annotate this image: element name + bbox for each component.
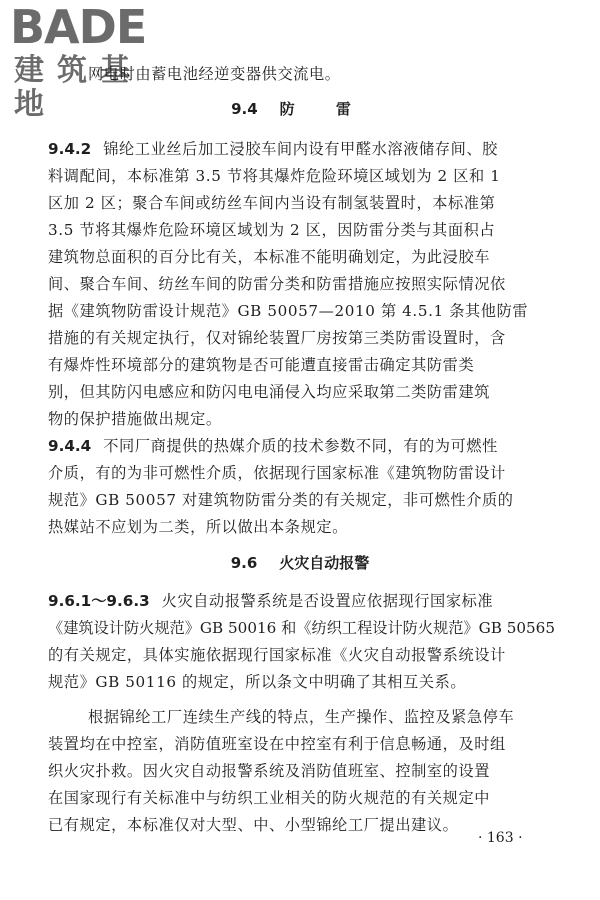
section-title: 火灾自动报警 [279, 554, 370, 572]
clause-line: 建筑物总面积的百分比有关，本标准不能明确划定，为此浸胶车 [48, 248, 491, 266]
clause-line: 热媒站不应划为二类，所以做出本条规定。 [48, 518, 348, 536]
logo-subtitle: 建筑基地 [14, 53, 143, 122]
clause-line: 间、聚合车间、纺丝车间的防雷分类和防雷措施应按照实际情况依 [48, 275, 506, 293]
clause-text: 锦纶工业丝后加工浸胶车间内设有甲醛水溶液储存间、胶 [103, 140, 498, 158]
clause-number: 9.4.4 [48, 437, 92, 455]
intro-line: 网电时由蓄电池经逆变器供交流电。 [88, 65, 341, 83]
clause-line: 的有关规定，具体实施依据现行国家标准《火灾自动报警系统设计 [48, 646, 506, 664]
clause-line [48, 139, 558, 159]
clause-line [48, 436, 558, 456]
logo-wordmark: BADE [10, 0, 147, 54]
clause-line: 区加 2 区；聚合车间或纺丝车间内当设有制氢装置时，本标准第 [48, 194, 496, 212]
section-heading-9-4 [0, 99, 600, 119]
section-title: 防 雷 [279, 100, 369, 118]
clause-text: 火灾自动报警系统是否设置应依据现行国家标准 [161, 592, 494, 610]
section-heading-9-6 [0, 553, 600, 573]
clause-line: 物的保护措施做出规定。 [48, 410, 222, 428]
clause-line: 料调配间，本标准第 3.5 节将其爆炸危险环境区域划为 2 区和 1 [48, 167, 501, 185]
clause-line: 规范》GB 50057 对建筑物防雷分类的有关规定，非可燃性介质的 [48, 491, 514, 509]
clause-line: 《建筑设计防火规范》GB 50016 和《纺织工程设计防火规范》GB 50565 [48, 619, 556, 637]
clause-line: 措施的有关规定执行，仅对锦纶装置厂房按第三类防雷设置时，含 [48, 329, 506, 347]
clause-line: 规范》GB 50116 的规定，所以条文中明确了其相互关系。 [48, 673, 467, 691]
clause-line: 有爆炸性环境部分的建筑物是否可能遭直接雷击确定其防雷类 [48, 356, 475, 374]
clause-number: 9.6.1～9.6.3 [48, 592, 150, 610]
clause-line: 别，但其防闪电感应和防闪电电涌侵入均应采取第二类防雷建筑 [48, 383, 491, 401]
section-number: 9.4 [231, 100, 258, 118]
paragraph-line: 已有规定，本标准仅对大型、中、小型锦纶工厂提出建议。 [48, 816, 459, 834]
clause-text: 不同厂商提供的热媒介质的技术参数不同，有的为可燃性 [103, 437, 498, 455]
clause-line: 3.5 节将其爆炸危险环境区域划为 2 区，因防雷分类与其面积占 [48, 221, 496, 239]
page-number: · 163 · [478, 830, 523, 846]
clause-line: 据《建筑物防雷设计规范》GB 50057—2010 第 4.5.1 条其他防雷 [48, 302, 529, 320]
paragraph-line: 在国家现行有关标准中与纺织工业相关的防火规范的有关规定中 [48, 789, 491, 807]
section-number: 9.6 [230, 554, 258, 572]
clause-number: 9.4.2 [48, 140, 92, 158]
paragraph-line: 根据锦纶工厂连续生产线的特点，生产操作、监控及紧急停车 [88, 708, 515, 726]
clause-line: 介质，有的为非可燃性介质，依据现行国家标准《建筑物防雷设计 [48, 464, 506, 482]
clause-line [48, 591, 558, 611]
paragraph-line: 装置均在中控室，消防值班室设在中控室有利于信息畅通，及时组 [48, 735, 506, 753]
paragraph-line: 织火灾扑救。因火灾自动报警系统及消防值班室、控制室的设置 [48, 762, 491, 780]
